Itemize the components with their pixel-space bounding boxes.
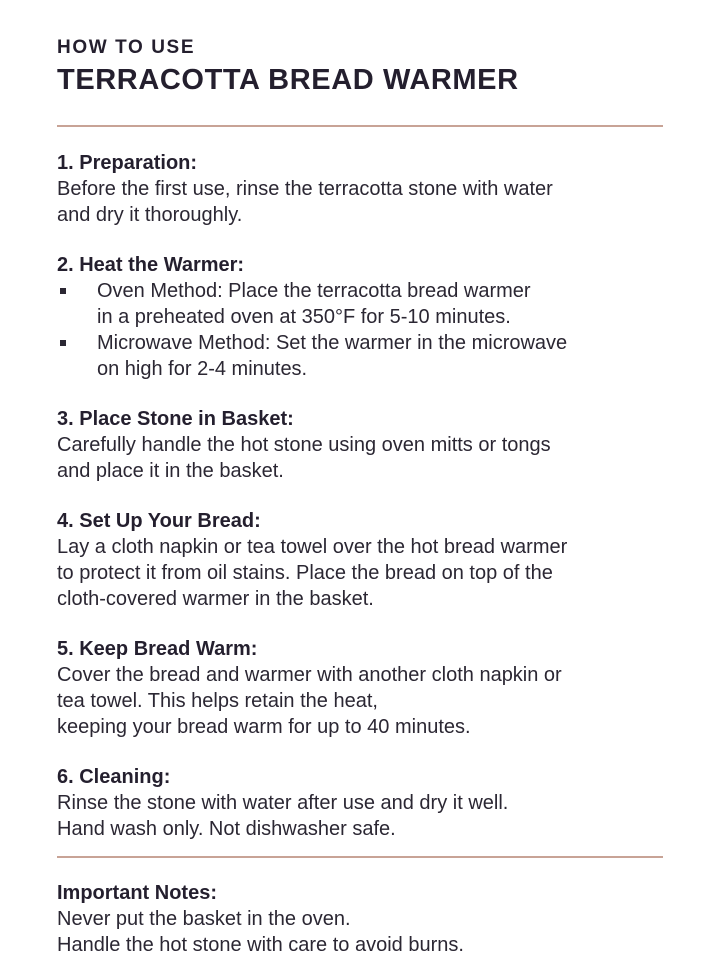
- section-keep-bread-warm: [57, 636, 663, 740]
- body-line: Handle the hot stone with care to avoid burns.: [57, 934, 464, 956]
- body-line: on high for 2-4 minutes.: [97, 358, 308, 380]
- section-set-up-your-bread: [57, 508, 663, 612]
- body-line: Never put the basket in the oven.: [57, 908, 351, 930]
- divider: [57, 125, 663, 127]
- section-heading: 3. Place Stone in Basket:: [57, 408, 294, 430]
- section-important-notes: [57, 880, 663, 958]
- body-line: Cover the bread and warmer with another cloth napkin or: [57, 664, 562, 686]
- page-title: TERRACOTTA BREAD WARMER: [57, 64, 519, 96]
- section-heading: 5. Keep Bread Warm:: [57, 638, 258, 660]
- section-place-stone-in-basket: [57, 406, 663, 484]
- bullet-item: [57, 278, 663, 330]
- eyebrow-heading: HOW TO USE: [57, 37, 196, 58]
- body-line: Microwave Method: Set the warmer in the microwave: [97, 332, 568, 354]
- section-heading: Important Notes:: [57, 882, 217, 904]
- section-preparation: [57, 150, 663, 228]
- section-heading: 2. Heat the Warmer:: [57, 254, 245, 276]
- bullet-text: [97, 278, 531, 330]
- bullet-square-icon: [60, 288, 66, 294]
- body-line: Hand wash only. Not dishwasher safe.: [57, 818, 396, 840]
- divider: [57, 856, 663, 858]
- bullet-marker: [57, 330, 97, 382]
- section-heading: 6. Cleaning:: [57, 766, 171, 788]
- body-line: Before the first use, rinse the terracotta stone with water: [57, 178, 553, 200]
- section-heading: 4. Set Up Your Bread:: [57, 510, 261, 532]
- section-heading: 1. Preparation:: [57, 152, 198, 174]
- body-line: keeping your bread warm for up to 40 minutes.: [57, 716, 471, 738]
- body-line: in a preheated oven at 350°F for 5-10 minutes.: [97, 306, 511, 328]
- bullet-square-icon: [60, 340, 66, 346]
- body-line: Oven Method: Place the terracotta bread warmer: [97, 280, 531, 302]
- bullet-marker: [57, 278, 97, 330]
- body-line: to protect it from oil stains. Place the bread on top of the: [57, 562, 553, 584]
- bullet-item: [57, 330, 663, 382]
- bullet-text: [97, 330, 567, 382]
- body-line: and dry it thoroughly.: [57, 204, 243, 226]
- body-line: Lay a cloth napkin or tea towel over the hot bread warmer: [57, 536, 568, 558]
- body-line: and place it in the basket.: [57, 460, 284, 482]
- section-heat-the-warmer: [57, 252, 663, 382]
- body-line: cloth-covered warmer in the basket.: [57, 588, 374, 610]
- body-line: Rinse the stone with water after use and dry it well.: [57, 792, 509, 814]
- body-line: tea towel. This helps retain the heat,: [57, 690, 378, 712]
- body-line: Carefully handle the hot stone using oven mitts or tongs: [57, 434, 551, 456]
- section-cleaning: [57, 764, 663, 842]
